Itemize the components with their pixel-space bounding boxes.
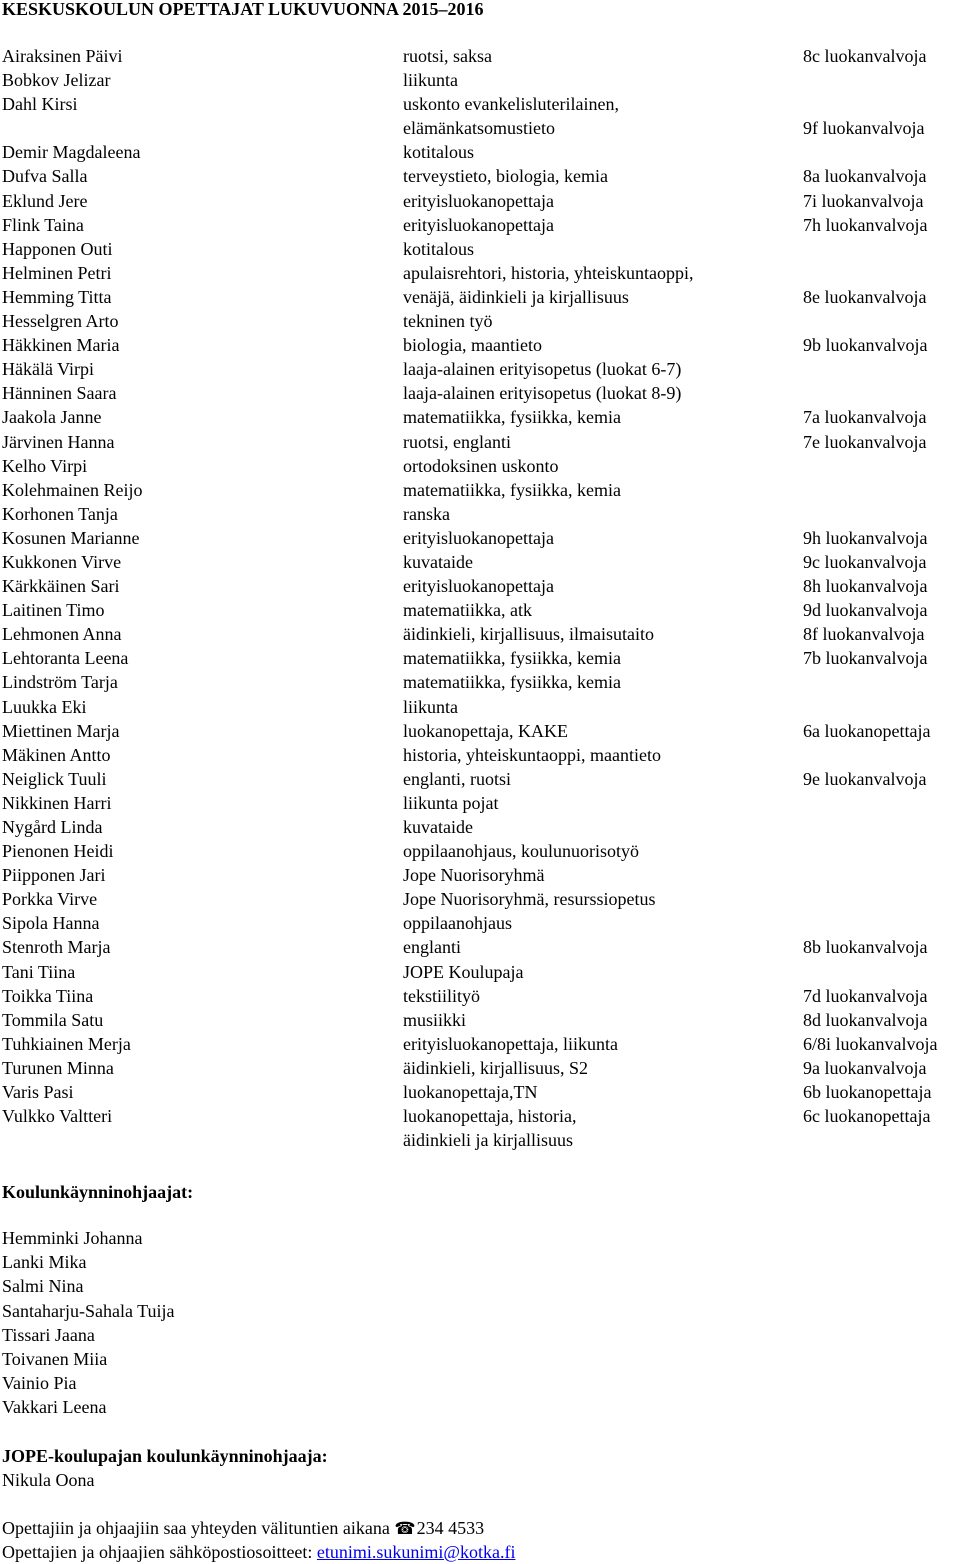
teacher-subject: englanti: [403, 937, 461, 958]
teacher-role: 8h luokanvalvoja: [803, 576, 928, 597]
teacher-subject: luokanopettaja, historia,: [403, 1106, 577, 1127]
teacher-row: [2, 960, 960, 984]
teacher-role: 8d luokanvalvoja: [803, 1009, 928, 1030]
teacher-row: [2, 719, 960, 743]
teacher-row: [2, 646, 960, 670]
teacher-role: 7h luokanvalvoja: [803, 214, 928, 235]
teacher-row: [2, 887, 960, 911]
teacher-subject: oppilaanohjaus: [403, 913, 512, 934]
teacher-subject: luokanopettaja,TN: [403, 1082, 538, 1103]
teacher-row: [2, 863, 960, 887]
teacher-name: Luukka Eki: [2, 696, 87, 717]
teacher-subject: laaja-alainen erityisopetus (luokat 6-7): [403, 359, 682, 380]
teacher-row: [2, 333, 960, 357]
assistant-name: Santaharju-Sahala Tuija: [2, 1300, 175, 1321]
teacher-subject: ortodoksinen uskonto: [403, 455, 559, 476]
teacher-role: 7a luokanvalvoja: [803, 407, 927, 428]
teacher-name: Tommila Satu: [2, 1009, 104, 1030]
teacher-subject: liikunta: [403, 696, 458, 717]
teacher-subject: englanti, ruotsi: [403, 768, 511, 789]
contact-line: [2, 1516, 484, 1541]
teacher-name: Happonen Outi: [2, 238, 113, 259]
assistant-name: Hemminki Johanna: [2, 1228, 143, 1248]
teacher-role: 8e luokanvalvoja: [803, 286, 927, 307]
teacher-row: [2, 767, 960, 791]
teacher-role: 7d luokanvalvoja: [803, 985, 928, 1006]
teacher-name: Demir Magdaleena: [2, 142, 141, 163]
teacher-row: [2, 357, 960, 381]
teacher-subject: liikunta pojat: [403, 792, 499, 813]
teacher-subject: äidinkieli, kirjallisuus, ilmaisutaito: [403, 624, 654, 645]
teacher-role: 8c luokanvalvoja: [803, 46, 927, 66]
teacher-role: 9b luokanvalvoja: [803, 335, 928, 356]
teacher-subject: tekstiilityö: [403, 985, 481, 1006]
teacher-name: Häkkinen Maria: [2, 335, 120, 356]
page-title: KESKUSKOULUN OPETTAJAT LUKUVUONNA 2015–2016: [2, 0, 484, 19]
teacher-name: Tani Tiina: [2, 961, 76, 982]
teacher-role: 9e luokanvalvoja: [803, 768, 927, 789]
teacher-row: [2, 911, 960, 935]
teacher-row: [2, 116, 960, 140]
teacher-subject: äidinkieli ja kirjallisuus: [403, 1130, 573, 1151]
teacher-name: Varis Pasi: [2, 1082, 74, 1103]
teacher-subject: matematiikka, fysiikka, kemia: [403, 479, 621, 500]
teacher-name: Kelho Virpi: [2, 455, 88, 476]
teacher-name: Lindström Tarja: [2, 672, 118, 693]
teacher-subject: Jope Nuorisoryhmä, resurssiopetus: [403, 889, 656, 910]
teacher-name: Porkka Virve: [2, 889, 98, 910]
teacher-row: [2, 140, 960, 164]
teacher-name: Vulkko Valtteri: [2, 1106, 113, 1127]
teacher-role: 7e luokanvalvoja: [803, 431, 927, 452]
teacher-name: Kolehmainen Reijo: [2, 479, 143, 500]
teacher-subject: tekninen työ: [403, 311, 493, 332]
teacher-subject: erityisluokanopettaja: [403, 576, 554, 597]
teacher-role: 9d luokanvalvoja: [803, 600, 928, 621]
teacher-name: Lehtoranta Leena: [2, 648, 129, 669]
teacher-subject: erityisluokanopettaja, liikunta: [403, 1033, 618, 1054]
teacher-row: [2, 1080, 960, 1104]
teacher-name: Järvinen Hanna: [2, 431, 115, 452]
teacher-role: 6a luokanopettaja: [803, 720, 931, 741]
teacher-name: Stenroth Marja: [2, 937, 111, 958]
teacher-name: Eklund Jere: [2, 190, 88, 211]
teacher-subject: erityisluokanopettaja: [403, 527, 554, 548]
teacher-name: Kärkkäinen Sari: [2, 576, 120, 597]
teacher-role: 8a luokanvalvoja: [803, 166, 927, 187]
teacher-subject: liikunta: [403, 70, 458, 91]
teacher-row: [2, 839, 960, 863]
teacher-role: 7i luokanvalvoja: [803, 190, 924, 211]
teacher-subject: oppilaanohjaus, koulunuorisotyö: [403, 841, 639, 862]
teacher-subject: historia, yhteiskuntaoppi, maantieto: [403, 744, 661, 765]
teacher-name: Dufva Salla: [2, 166, 88, 187]
teacher-name: Jaakola Janne: [2, 407, 102, 428]
teacher-subject: venäjä, äidinkieli ja kirjallisuus: [403, 286, 629, 307]
teacher-role: 9f luokanvalvoja: [803, 118, 925, 139]
assistant-name: Tissari Jaana: [2, 1324, 95, 1345]
teacher-row: [2, 1032, 960, 1056]
teacher-subject: musiikki: [403, 1009, 467, 1030]
teacher-row: [2, 454, 960, 478]
teacher-name: Hemming Titta: [2, 286, 112, 307]
teacher-subject: apulaisrehtori, historia, yhteiskuntaoppi,: [403, 262, 694, 283]
email-line: [2, 1540, 515, 1564]
teacher-subject: äidinkieli, kirjallisuus, S2: [403, 1057, 588, 1078]
teacher-subject: erityisluokanopettaja: [403, 190, 554, 211]
teacher-row: [2, 285, 960, 309]
teacher-role: 6c luokanopettaja: [803, 1106, 931, 1127]
teacher-name: Nygård Linda: [2, 817, 103, 837]
teacher-row: [2, 791, 960, 815]
email-link[interactable]: etunimi.sukunimi@kotka.fi: [316, 1542, 516, 1562]
teacher-subject: luokanopettaja, KAKE: [403, 720, 568, 741]
teacher-row: [2, 526, 960, 550]
teacher-name: Flink Taina: [2, 214, 84, 235]
teacher-name: Kosunen Marianne: [2, 527, 140, 548]
teacher-role: 9h luokanvalvoja: [803, 527, 928, 548]
teacher-name: Hesselgren Arto: [2, 311, 119, 332]
teacher-row: [2, 164, 960, 188]
teacher-name: Bobkov Jelizar: [2, 70, 111, 91]
assistant-name: Toivanen Miia: [2, 1348, 108, 1369]
teacher-row: [2, 430, 960, 454]
teacher-name: Mäkinen Antto: [2, 744, 111, 765]
teacher-subject: kotitalous: [403, 238, 474, 259]
teacher-role: 9a luokanvalvoja: [803, 1057, 927, 1078]
teacher-row: [2, 92, 960, 116]
teacher-subject: laaja-alainen erityisopetus (luokat 8-9): [403, 383, 682, 404]
teacher-role: 7b luokanvalvoja: [803, 648, 928, 669]
contact-text: Opettajiin ja ohjaajiin saa yhteyden välituntien aikana: [2, 1518, 395, 1538]
teacher-row: [2, 622, 960, 646]
teacher-subject: kuvataide: [403, 817, 473, 837]
teacher-name: Laitinen Timo: [2, 600, 105, 621]
teacher-name: Tuhkiainen Merja: [2, 1033, 131, 1054]
teacher-row: [2, 743, 960, 767]
teacher-name: Dahl Kirsi: [2, 94, 78, 115]
assistants-list: [2, 1226, 174, 1420]
teacher-row: [2, 670, 960, 694]
teacher-row: [2, 261, 960, 285]
teacher-subject: uskonto evankelisluterilainen,: [403, 94, 619, 115]
teacher-row: [2, 68, 960, 92]
teacher-name: Airaksinen Päivi: [2, 46, 123, 66]
teacher-role: 8f luokanvalvoja: [803, 624, 925, 645]
teacher-subject: erityisluokanopettaja: [403, 214, 554, 235]
email-text: Opettajien ja ohjaajien sähköpostiosoitteet:: [2, 1542, 317, 1562]
teacher-row: [2, 309, 960, 333]
jope-assistant: [2, 1468, 94, 1492]
teacher-name: Häkälä Virpi: [2, 359, 95, 380]
teacher-name: Nikkinen Harri: [2, 792, 112, 813]
teacher-role: 8b luokanvalvoja: [803, 937, 928, 958]
teacher-name: Kukkonen Virve: [2, 551, 122, 572]
phone-number: 234 4533: [416, 1518, 485, 1538]
teacher-row: [2, 1104, 960, 1128]
teacher-name: Korhonen Tanja: [2, 503, 118, 524]
teacher-subject: JOPE Koulupaja: [403, 961, 524, 982]
teacher-row: [2, 550, 960, 574]
teacher-name: Helminen Petri: [2, 262, 112, 283]
teacher-row: [2, 695, 960, 719]
assistant-name: Vakkari Leena: [2, 1397, 107, 1418]
teacher-subject: biologia, maantieto: [403, 335, 542, 356]
teacher-role: 9c luokanvalvoja: [803, 551, 927, 572]
teacher-subject: matematiikka, atk: [403, 600, 532, 621]
teacher-name: Pienonen Heidi: [2, 841, 114, 862]
jope-heading: JOPE-koulupajan koulunkäynninohjaaja:: [2, 1446, 328, 1466]
teacher-row: [2, 574, 960, 598]
teacher-name: Lehmonen Anna: [2, 624, 122, 645]
assistants-heading: Koulunkäynninohjaajat:: [2, 1182, 194, 1202]
teacher-subject: kuvataide: [403, 551, 473, 572]
teacher-row: [2, 598, 960, 622]
teacher-subject: ranska: [403, 503, 450, 524]
teacher-subject: matematiikka, fysiikka, kemia: [403, 407, 621, 428]
telephone-icon: ☎: [394, 1519, 416, 1538]
assistant-name: Vainio Pia: [2, 1373, 77, 1394]
teacher-name: Neiglick Tuuli: [2, 768, 107, 789]
teacher-row: [2, 478, 960, 502]
teacher-subject: ruotsi, saksa: [403, 46, 492, 66]
teacher-name: Miettinen Marja: [2, 720, 120, 741]
teacher-row: [2, 502, 960, 526]
teacher-row: [2, 1008, 960, 1032]
teacher-subject: terveystieto, biologia, kemia: [403, 166, 608, 187]
teacher-row: [2, 984, 960, 1008]
teacher-list: [2, 44, 960, 1152]
teacher-subject: elämänkatsomustieto: [403, 118, 555, 139]
teacher-row: [2, 44, 960, 68]
teacher-row: [2, 1128, 960, 1152]
teacher-row: [2, 189, 960, 213]
assistant-name: Lanki Mika: [2, 1252, 87, 1273]
teacher-row: [2, 381, 960, 405]
teacher-role: 6b luokanopettaja: [803, 1082, 932, 1103]
teacher-role: 6/8i luokanvalvoja: [803, 1033, 938, 1054]
teacher-subject: matematiikka, fysiikka, kemia: [403, 672, 621, 693]
teacher-name: Piipponen Jari: [2, 865, 106, 886]
teacher-subject: ruotsi, englanti: [403, 431, 511, 452]
teacher-row: [2, 935, 960, 959]
teacher-subject: Jope Nuorisoryhmä: [403, 865, 545, 886]
teacher-row: [2, 213, 960, 237]
assistant-name: Salmi Nina: [2, 1276, 84, 1297]
teacher-name: Hänninen Saara: [2, 383, 117, 404]
teacher-name: Sipola Hanna: [2, 913, 100, 934]
teacher-row: [2, 1056, 960, 1080]
teacher-row: [2, 237, 960, 261]
teacher-name: Toikka Tiina: [2, 985, 94, 1006]
jope-assistant-name: Nikula Oona: [2, 1470, 95, 1490]
teacher-row: [2, 405, 960, 429]
teacher-subject: kotitalous: [403, 142, 474, 163]
teacher-name: Turunen Minna: [2, 1057, 114, 1078]
teacher-row: [2, 815, 960, 839]
teacher-subject: matematiikka, fysiikka, kemia: [403, 648, 621, 669]
